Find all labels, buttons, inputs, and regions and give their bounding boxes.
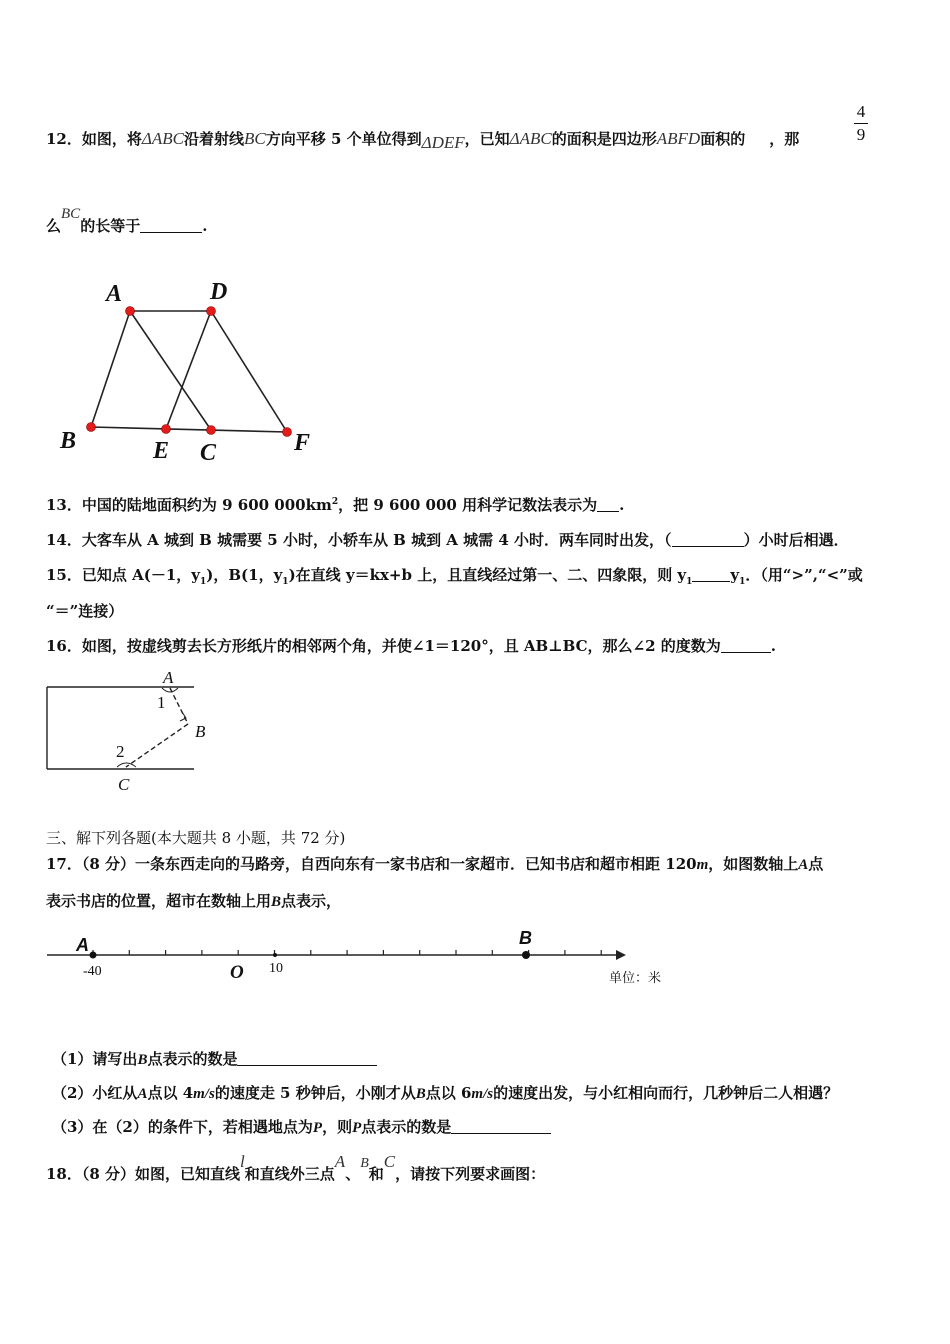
text: 18．（8 分）如图，已知直线: [46, 1165, 241, 1183]
text: （3）在（2）的条件下，若相遇地点为: [52, 1118, 313, 1136]
math: BC: [61, 206, 81, 222]
label-b: B: [519, 928, 532, 948]
text: 、: [345, 1165, 361, 1183]
point-10: [273, 953, 277, 957]
label-e: E: [153, 438, 170, 464]
math: B: [415, 1086, 426, 1102]
math: C: [383, 1152, 396, 1171]
math: ΔABC: [141, 129, 184, 148]
answer-blank[interactable]: [451, 1119, 551, 1134]
text: 点表示的数是: [361, 1118, 452, 1136]
text: ．（用“>”,“<”或: [745, 566, 863, 584]
superscript: 2: [331, 497, 339, 507]
subscript: 1: [739, 577, 746, 587]
text: .: [202, 217, 208, 235]
math: B: [360, 1156, 369, 1171]
math: A: [137, 1086, 148, 1102]
text: 点表示的数是: [147, 1050, 238, 1068]
label-10: 10: [269, 961, 283, 976]
subscript: 1: [686, 577, 693, 587]
label-f: F: [294, 430, 311, 456]
text: y: [730, 566, 740, 584]
text: ，那: [769, 130, 800, 148]
label-d: D: [210, 279, 228, 305]
label-b: B: [195, 722, 206, 741]
text: 16．如图，按虚线剪去长方形纸片的相邻两个角，并使∠1＝120°，且 AB⊥BC，那么∠2 的度数为: [46, 637, 721, 655]
text: 么: [46, 217, 62, 235]
math: BC: [243, 129, 266, 148]
text: （2）小红从: [52, 1084, 138, 1102]
text: 方向平移 5 个单位得到: [265, 130, 422, 148]
text: )，B(1，y: [206, 566, 283, 584]
point-b: [522, 951, 530, 959]
text: 点: [808, 855, 824, 873]
text: ，则: [322, 1118, 353, 1136]
math: B: [271, 894, 282, 910]
text: ，已知: [464, 130, 510, 148]
label-minus-40: -40: [83, 964, 102, 979]
label-angle-2: 2: [116, 742, 125, 761]
label-a: A: [106, 281, 123, 307]
unit-label: 单位：米: [609, 971, 662, 986]
math: A: [334, 1152, 346, 1171]
text: ，把 9 600 000 用科学记数法表示为: [338, 496, 598, 514]
text: “＝”连接）: [46, 602, 124, 620]
point-a: [90, 952, 97, 959]
text: ，请按下列要求画图：: [395, 1165, 546, 1183]
arrow-right-icon: [616, 950, 626, 960]
math: P: [312, 1120, 323, 1136]
fraction-denominator: 9: [856, 125, 866, 144]
q17-part2: [46, 1082, 838, 1103]
section-heading: 三、解下列各题(本大题共 8 小题，共 72 分): [46, 829, 346, 847]
text: .: [619, 496, 625, 514]
math: P: [352, 1120, 362, 1136]
fraction-numerator: 4: [856, 102, 866, 121]
math: l: [240, 1152, 245, 1171]
text: ）小时后相遇．: [743, 531, 849, 549]
math: m/s: [471, 1086, 494, 1102]
math: B: [137, 1052, 148, 1068]
math: m/s: [193, 1086, 215, 1102]
text: 的长等于: [80, 217, 141, 235]
q17-part1: [46, 1048, 377, 1069]
text: 的速度出发，与小红相向而行，几秒钟后二人相遇？: [493, 1084, 839, 1102]
text: 表示书店的位置，超市在数轴上用: [46, 892, 272, 910]
label-c: C: [118, 775, 130, 794]
text: )在直线 y＝kx+b 上，且直线经过第一、二、四象限，则 y: [288, 566, 687, 584]
label-origin: O: [230, 962, 244, 983]
text: ，如图数轴上: [708, 855, 799, 873]
text: 15．已知点 A(－1，y: [46, 566, 200, 584]
q18: [46, 1152, 546, 1184]
math: m: [696, 857, 709, 873]
subscript: 1: [200, 577, 207, 587]
text: 17．（8 分）一条东西走向的马路旁，自西向东有一家书店和一家超市．已知书店和超市相距 120: [46, 855, 697, 873]
label-c: C: [200, 440, 217, 466]
text: 点表示，: [281, 892, 342, 910]
label-a: A: [163, 668, 174, 687]
text: 沿着射线: [183, 130, 244, 148]
text: 的速度走 5 秒钟后，小刚才从: [214, 1084, 416, 1102]
text: 和直线外三点: [244, 1165, 335, 1183]
text: 13．中国的陆地面积约为 9 600 000km: [46, 496, 332, 514]
text: 的面积是四边形: [551, 130, 657, 148]
text: .: [770, 637, 776, 655]
text: 点以 4: [147, 1084, 194, 1102]
subscript: 1: [282, 577, 289, 587]
label-angle-1: 1: [157, 693, 166, 712]
math: A: [798, 857, 809, 873]
math: ABFD: [656, 129, 701, 148]
math: ΔABC: [509, 129, 552, 148]
q17-part3: [46, 1116, 551, 1137]
label-a: A: [76, 935, 89, 955]
answer-blank[interactable]: [237, 1051, 377, 1066]
label-b: B: [60, 428, 77, 454]
text: 和: [368, 1165, 384, 1183]
text: 14．大客车从 A 城到 B 城需要 5 小时，小轿车从 B 城到 A 城需 4 小时．两车同时出发，（: [46, 531, 672, 549]
text: （1）请写出: [52, 1050, 138, 1068]
text: 面积的: [700, 130, 746, 148]
math: ΔDEF: [421, 133, 465, 152]
text: 12．如图，将: [46, 130, 142, 148]
text: 点以 6: [425, 1084, 472, 1102]
